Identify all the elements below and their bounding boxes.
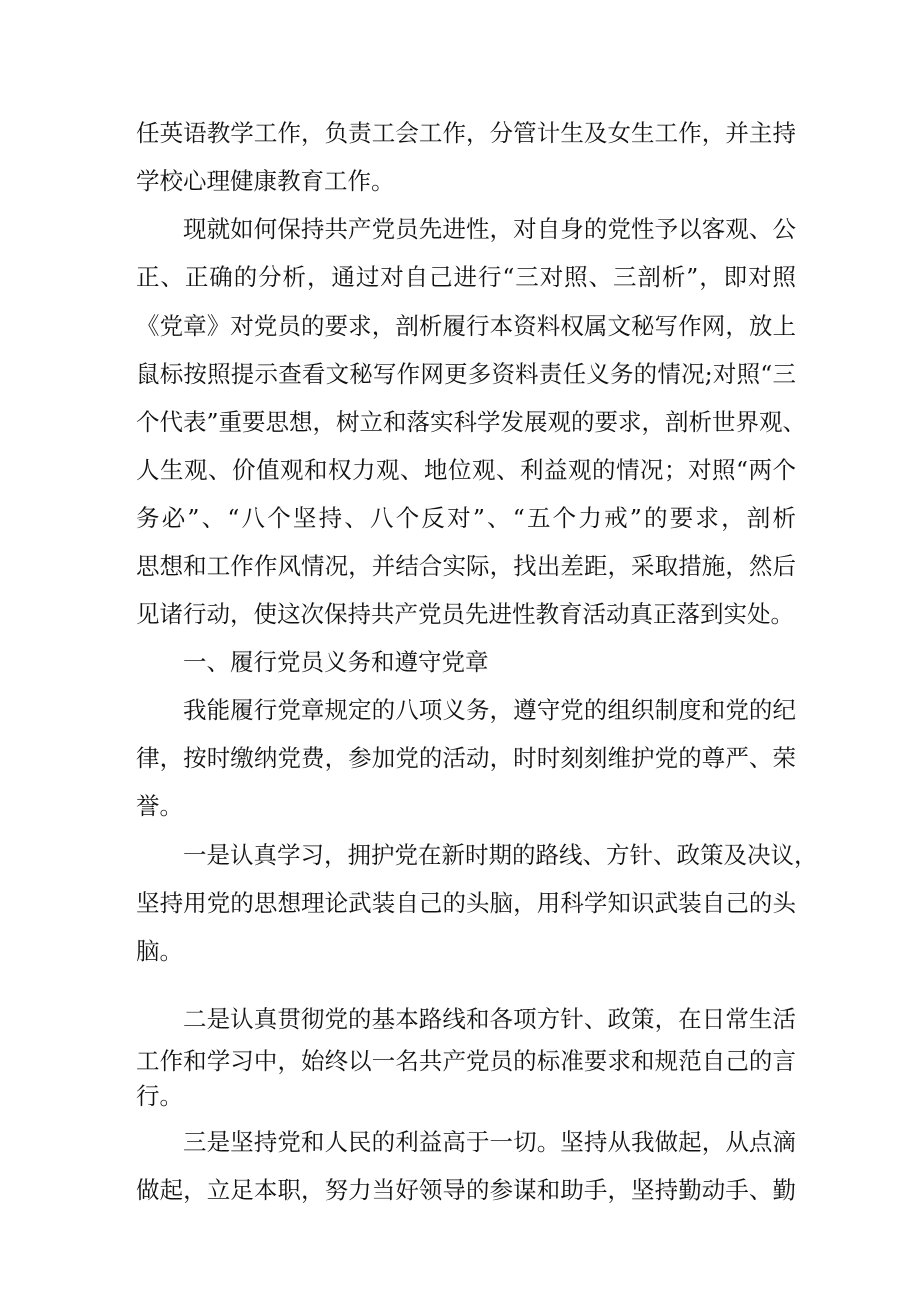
text-line: 一是认真学习，拥护党在新时期的路线、方针、政策及决议， (183, 841, 818, 869)
text-line: 见诸行动，使这次保持共产党员先进性教育活动真正落到实处。 (136, 600, 794, 628)
text-line: 坚持用党的思想理论武装自己的头脑，用科学知识武装自己的头 (136, 889, 796, 917)
text-line: 鼠标按照提示查看文秘写作网更多资料责任义务的情况;对照“三 (136, 360, 796, 388)
text-line: 思想和工作作风情况，并结合实际，找出差距，采取措施，然后 (136, 552, 796, 580)
text-line: 现就如何保持共产党员先进性，对自身的党性予以客观、公 (183, 215, 796, 243)
text-line: 学校心理健康教育工作。 (136, 167, 395, 195)
text-line: 二是认真贯彻党的基本路线和各项方针、政策，在日常生活 (183, 1005, 796, 1033)
section-heading: 一、履行党员义务和遵守党章 (183, 648, 489, 676)
text-line: 我能履行党章规定的八项义务，遵守党的组织制度和党的纪 (183, 696, 796, 724)
text-line: 三是坚持党和人民的利益高于一切。坚持从我做起，从点滴 (183, 1128, 796, 1156)
text-line: 《党章》对党员的要求，剖析履行本资料权属文秘写作网，放上 (136, 312, 796, 340)
text-line: 人生观、价值观和权力观、地位观、利益观的情况；对照“两个 (136, 456, 796, 484)
text-line: 正、正确的分析，通过对自己进行“三对照、三剖析”，即对照 (136, 263, 796, 291)
text-line: 任英语教学工作，负责工会工作，分管计生及女生工作，并主持 (136, 119, 796, 147)
text-line: 做起，立足本职，努力当好领导的参谋和助手，坚持勤动手、勤 (136, 1176, 796, 1204)
text-line: 工作和学习中，始终以一名共产党员的标准要求和规范自己的言 (136, 1047, 796, 1075)
text-line: 行。 (136, 1082, 183, 1110)
text-line: 个代表”重要思想，树立和落实科学发展观的要求，剖析世界观、 (136, 408, 807, 436)
text-line: 脑。 (136, 937, 183, 965)
text-line: 务必”、“八个坚持、八个反对”、“五个力戒”的要求，剖析 (136, 504, 796, 532)
text-line: 律，按时缴纳党费，参加党的活动，时时刻刻维护党的尊严、荣 (136, 744, 796, 772)
text-line: 誉。 (136, 792, 183, 820)
